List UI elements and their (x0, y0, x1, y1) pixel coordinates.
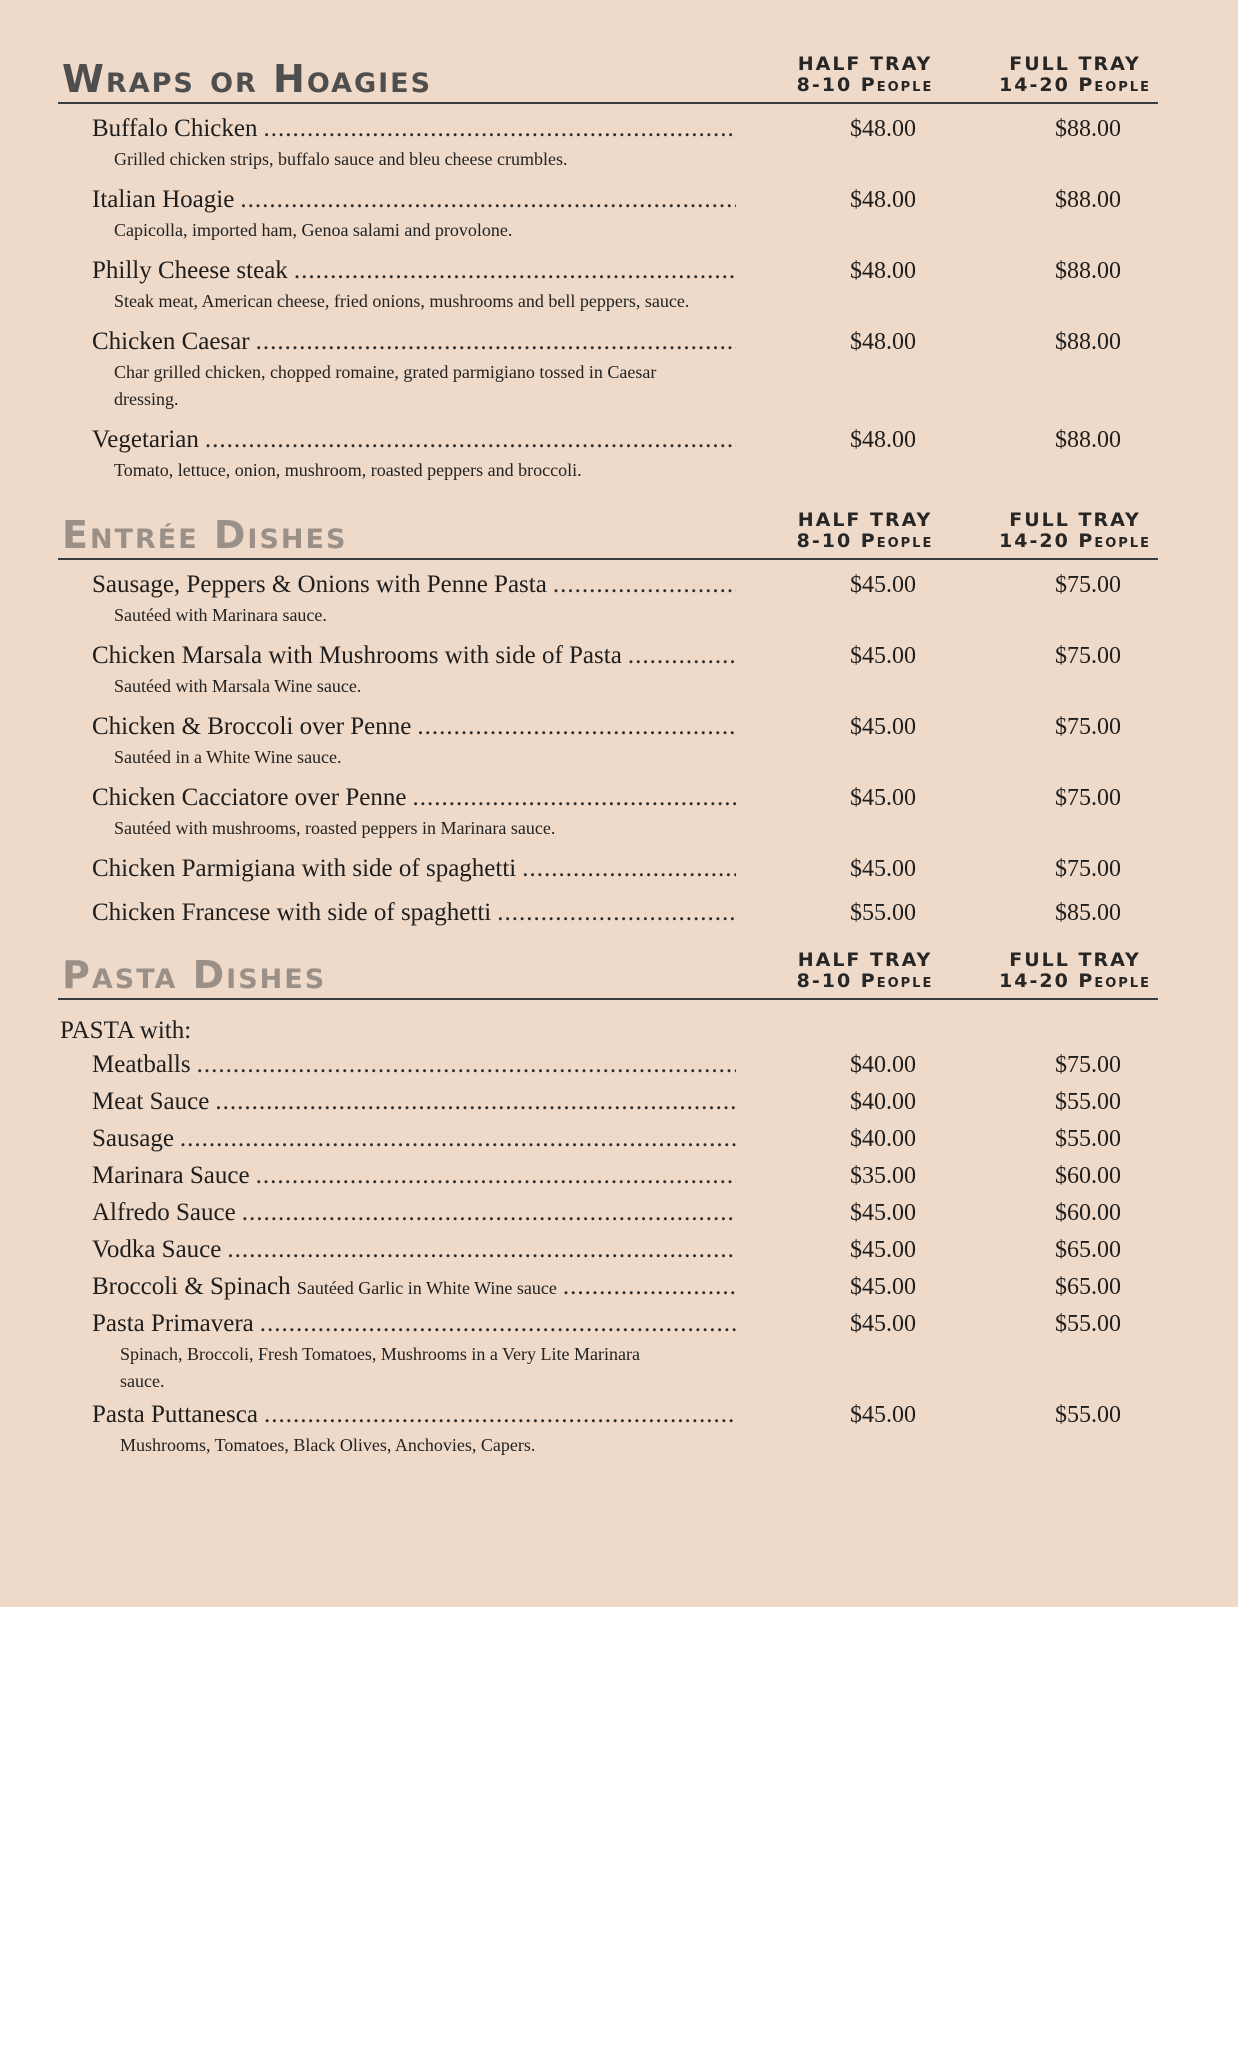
menu-item-name (92, 1233, 227, 1267)
full-tray-price: $75.00 (1055, 643, 1121, 669)
half-tray-header (770, 510, 960, 552)
menu-item-description: Sautéed with Marinara sauce. (114, 605, 327, 625)
half-tray-price: $45.00 (850, 1402, 916, 1428)
half-tray-price: $45.00 (850, 643, 916, 669)
menu-item (58, 423, 1158, 484)
menu-item-title: Sausage, Peppers & Onions with Penne Pasta (92, 571, 547, 598)
full-tray-header (975, 950, 1175, 992)
full-tray-price: $60.00 (1055, 1200, 1121, 1226)
menu-item-name-line (92, 781, 736, 815)
section-header (58, 490, 1158, 560)
menu-item-title: Chicken Caesar (92, 328, 250, 355)
menu-item-name (92, 325, 256, 359)
menu-item-name-line (92, 1122, 736, 1156)
dot-leader (242, 1196, 736, 1230)
dot-leader (260, 1307, 736, 1341)
dot-leader (417, 710, 736, 744)
menu-item-row (58, 1233, 1158, 1267)
full-tray-price: $75.00 (1055, 856, 1121, 882)
menu-item-name (92, 1048, 197, 1082)
menu-item-name (92, 254, 294, 288)
menu-item-row (58, 423, 1158, 457)
menu-item (58, 1270, 1158, 1304)
dot-leader (563, 1270, 736, 1304)
item-list (58, 1048, 1158, 1459)
half-tray-price: $45.00 (850, 572, 916, 598)
menu-item-name (92, 639, 628, 673)
menu-item-row (58, 254, 1158, 288)
menu-item (58, 254, 1158, 315)
menu-item (58, 710, 1158, 771)
half-tray-people: 8-10 People (796, 970, 934, 993)
menu-item (58, 1048, 1158, 1082)
menu-item (58, 1233, 1158, 1267)
dot-leader (227, 1233, 736, 1267)
full-tray-people: 14-20 People (999, 970, 1151, 993)
section-header (58, 34, 1158, 104)
menu-item-name-line (92, 183, 736, 217)
section-header (58, 930, 1158, 1000)
full-tray-label: FULL TRAY (1009, 509, 1141, 532)
menu-item (58, 852, 1158, 886)
menu-item-row (58, 183, 1158, 217)
full-tray-price: $85.00 (1055, 900, 1121, 926)
half-tray-price: $35.00 (850, 1163, 916, 1189)
menu-item-title: Sausage (92, 1125, 174, 1152)
menu-item-description: Sautéed with mushrooms, roasted peppers in Marinara sauce. (114, 818, 556, 838)
full-tray-price: $75.00 (1055, 714, 1121, 740)
menu-item-row (58, 1398, 1158, 1432)
half-tray-price: $45.00 (850, 1237, 916, 1263)
menu-item-title: Alfredo Sauce (92, 1199, 236, 1226)
menu-item-name-line (92, 710, 736, 744)
dot-leader (256, 325, 736, 359)
full-tray-price: $88.00 (1055, 427, 1121, 453)
menu-item (58, 183, 1158, 244)
dot-leader (263, 112, 736, 146)
menu-item-description: Sautéed with Marsala Wine sauce. (114, 676, 362, 696)
menu-item-title: Meat Sauce (92, 1088, 210, 1115)
full-tray-header (975, 510, 1175, 552)
half-tray-price: $45.00 (850, 714, 916, 740)
menu-item-title: Vodka Sauce (92, 1236, 222, 1263)
menu-item-name (92, 710, 417, 744)
dot-leader (294, 254, 736, 288)
menu-item-name (92, 1159, 256, 1193)
dot-leader (522, 852, 736, 886)
section-pasta (58, 930, 1158, 1462)
menu-item-description: Spinach, Broccoli, Fresh Tomatoes, Mushrooms in a Very Lite Marinara sauce. (120, 1344, 640, 1391)
menu-item-title: Philly Cheese steak (92, 257, 288, 284)
menu-item-title: Chicken Parmigiana with side of spaghetti (92, 855, 517, 882)
menu-item-name (92, 1122, 180, 1156)
menu-item-name-line (92, 1196, 736, 1230)
full-tray-label: FULL TRAY (1009, 53, 1141, 76)
menu-item (58, 896, 1158, 930)
dot-leader (205, 423, 736, 457)
menu-item-row (58, 1270, 1158, 1304)
menu-item-name-line (92, 325, 736, 359)
half-tray-price: $45.00 (850, 1200, 916, 1226)
menu-item-name (92, 1196, 242, 1230)
full-tray-price: $88.00 (1055, 329, 1121, 355)
menu-item (58, 1196, 1158, 1230)
menu-item-title: Pasta Primavera (92, 1310, 254, 1337)
section-title: Wraps or Hoagies (62, 57, 433, 101)
full-tray-price: $75.00 (1055, 572, 1121, 598)
half-tray-label: HALF TRAY (797, 949, 933, 972)
menu-item-row (58, 1122, 1158, 1156)
section-divider (58, 558, 1158, 560)
menu-item-name-line (92, 423, 736, 457)
pasta-intro: PASTA with: (60, 1017, 192, 1044)
item-list (58, 104, 1158, 484)
half-tray-price: $48.00 (850, 329, 916, 355)
menu-item-row (58, 1307, 1158, 1341)
full-tray-price: $65.00 (1055, 1237, 1121, 1263)
half-tray-people: 8-10 People (796, 74, 934, 97)
menu-item-name-line (92, 112, 736, 146)
menu-item-name (92, 781, 412, 815)
menu-item-name (92, 1270, 563, 1304)
menu-item-title: Italian Hoagie (92, 186, 235, 213)
full-tray-people: 14-20 People (999, 74, 1151, 97)
menu-item (58, 639, 1158, 700)
menu-item-row (58, 896, 1158, 930)
section-divider (58, 102, 1158, 104)
menu-item-title: Pasta Puttanesca (92, 1401, 258, 1428)
menu-item-name (92, 423, 205, 457)
menu-item (58, 325, 1158, 413)
full-tray-price: $88.00 (1055, 258, 1121, 284)
section-divider (58, 998, 1158, 1000)
menu-item-title: Broccoli & Spinach (92, 1273, 291, 1300)
menu-item-name-line (92, 1159, 736, 1193)
menu-item-title: Marinara Sauce (92, 1162, 250, 1189)
half-tray-header (770, 950, 960, 992)
dot-leader (497, 896, 736, 930)
menu-item-name-line (92, 1307, 736, 1341)
menu-item-name (92, 183, 240, 217)
menu-item-title: Chicken Francese with side of spaghetti (92, 899, 492, 926)
full-tray-price: $60.00 (1055, 1163, 1121, 1189)
menu-item-name (92, 896, 497, 930)
menu-item-note: Sautéed Garlic in White Wine sauce (296, 1278, 557, 1298)
menu-item-title: Chicken Cacciatore over Penne (92, 784, 407, 811)
menu-item-name-line (92, 852, 736, 886)
menu-item (58, 1122, 1158, 1156)
menu-item-description: Char grilled chicken, chopped romaine, grated parmigiano tossed in Caesar dressing. (114, 362, 657, 409)
dot-leader (197, 1048, 736, 1082)
half-tray-price: $40.00 (850, 1089, 916, 1115)
half-tray-price: $45.00 (850, 1274, 916, 1300)
menu-item-name (92, 1085, 215, 1119)
half-tray-price: $48.00 (850, 258, 916, 284)
menu-item-title: Vegetarian (92, 426, 199, 453)
menu-item (58, 1307, 1158, 1395)
item-list (58, 560, 1158, 930)
half-tray-label: HALF TRAY (797, 509, 933, 532)
menu-item-title: Buffalo Chicken (92, 115, 258, 142)
menu-item (58, 1085, 1158, 1119)
full-tray-people: 14-20 People (999, 530, 1151, 553)
dot-leader (412, 781, 736, 815)
dot-leader (264, 1398, 736, 1432)
full-tray-price: $55.00 (1055, 1126, 1121, 1152)
menu-item-name-line (92, 254, 736, 288)
menu-item-row (58, 1159, 1158, 1193)
menu-item-title: Chicken Marsala with Mushrooms with side of Pasta (92, 642, 622, 669)
half-tray-price: $45.00 (850, 785, 916, 811)
half-tray-price: $48.00 (850, 187, 916, 213)
full-tray-price: $88.00 (1055, 187, 1121, 213)
menu-item (58, 781, 1158, 842)
menu-item-description: Steak meat, American cheese, fried onions, mushrooms and bell peppers, sauce. (114, 291, 690, 311)
menu-item (58, 112, 1158, 173)
menu-item-name (92, 1398, 264, 1432)
menu-item-row (58, 1085, 1158, 1119)
dot-leader (215, 1085, 736, 1119)
menu-item-name (92, 568, 553, 602)
menu-item-row (58, 852, 1158, 886)
full-tray-price: $55.00 (1055, 1311, 1121, 1337)
full-tray-price: $55.00 (1055, 1402, 1121, 1428)
menu-item-name-line (92, 639, 736, 673)
full-tray-price: $55.00 (1055, 1089, 1121, 1115)
menu-item-name-line (92, 1085, 736, 1119)
menu-item-row (58, 112, 1158, 146)
half-tray-price: $40.00 (850, 1052, 916, 1078)
dot-leader (180, 1122, 736, 1156)
menu-item-name-line (92, 568, 736, 602)
menu-item-name (92, 852, 522, 886)
menu-item-row (58, 710, 1158, 744)
menu-item-description: Tomato, lettuce, onion, mushroom, roasted peppers and broccoli. (114, 460, 582, 480)
dot-leader (628, 639, 736, 673)
menu-item-name-line (92, 1233, 736, 1267)
menu-item-name-line (92, 896, 736, 930)
full-tray-label: FULL TRAY (1009, 949, 1141, 972)
menu-item-row (58, 1048, 1158, 1082)
menu-item-description: Mushrooms, Tomatoes, Black Olives, Anchovies, Capers. (120, 1435, 536, 1455)
menu-item-description: Grilled chicken strips, buffalo sauce and bleu cheese crumbles. (114, 149, 568, 169)
menu-item-title: Chicken & Broccoli over Penne (92, 713, 412, 740)
dot-leader (240, 183, 736, 217)
menu-item-name-line (92, 1398, 736, 1432)
half-tray-price: $45.00 (850, 1311, 916, 1337)
section-title: Entrée Dishes (62, 513, 348, 557)
half-tray-price: $48.00 (850, 427, 916, 453)
half-tray-price: $48.00 (850, 116, 916, 142)
section-entree (58, 490, 1158, 940)
full-tray-price: $65.00 (1055, 1274, 1121, 1300)
half-tray-label: HALF TRAY (797, 53, 933, 76)
menu-item-row (58, 781, 1158, 815)
menu-item-description: Sautéed in a White Wine sauce. (114, 747, 342, 767)
half-tray-price: $45.00 (850, 856, 916, 882)
menu-item-row (58, 325, 1158, 359)
section-title: Pasta Dishes (62, 953, 327, 997)
menu-item-title: Meatballs (92, 1051, 191, 1078)
menu-item-row (58, 568, 1158, 602)
full-tray-price: $75.00 (1055, 1052, 1121, 1078)
menu-item-row (58, 639, 1158, 673)
menu-item (58, 1159, 1158, 1193)
menu-item-name-line (92, 1270, 736, 1304)
full-tray-price: $75.00 (1055, 785, 1121, 811)
section-wraps (58, 34, 1158, 494)
full-tray-header (975, 54, 1175, 96)
menu-item-description: Capicolla, imported ham, Genoa salami and provolone. (114, 220, 513, 240)
menu-item-name (92, 1307, 260, 1341)
menu-item (58, 1398, 1158, 1459)
menu-item-row (58, 1196, 1158, 1230)
menu-item-name-line (92, 1048, 736, 1082)
half-tray-price: $40.00 (850, 1126, 916, 1152)
half-tray-price: $55.00 (850, 900, 916, 926)
dot-leader (553, 568, 736, 602)
dot-leader (256, 1159, 736, 1193)
menu-item (58, 568, 1158, 629)
full-tray-price: $88.00 (1055, 116, 1121, 142)
menu-item-name (92, 112, 263, 146)
half-tray-people: 8-10 People (796, 530, 934, 553)
half-tray-header (770, 54, 960, 96)
